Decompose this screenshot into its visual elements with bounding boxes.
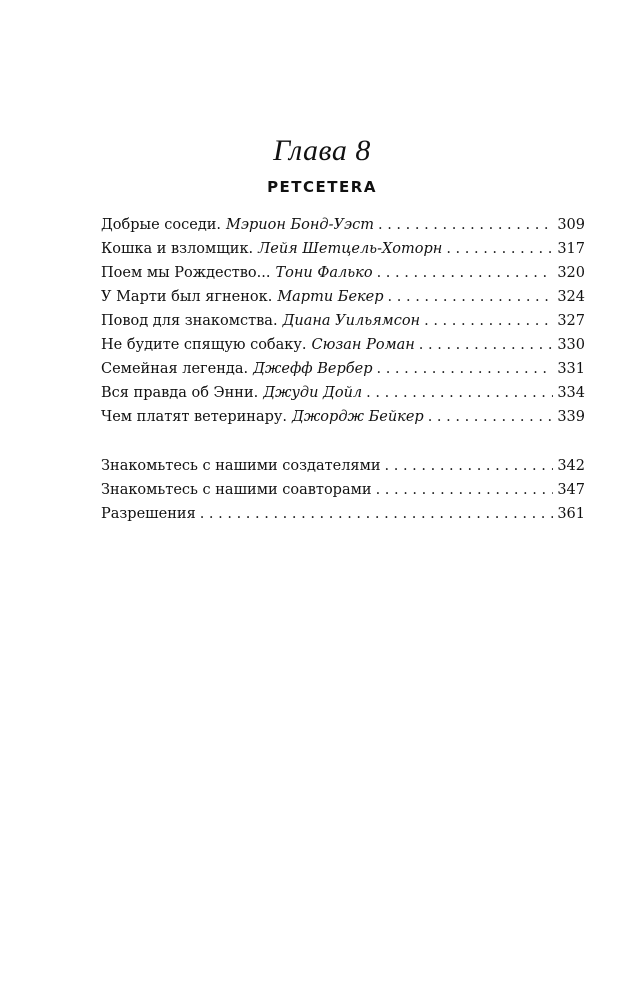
toc-entry-page: 330 [557,337,585,353]
toc-entry-title: Не будите спящую собаку. [101,337,307,353]
toc-entry[interactable] [101,381,585,405]
toc-entry-title: Знакомьтесь с нашими соавторами [101,482,372,498]
dot-leader [385,454,554,478]
chapter-subtitle: PETCETERA [267,178,377,196]
toc-entry-page: 334 [557,385,585,401]
toc-entry-page: 327 [557,313,585,329]
dot-leader [388,285,554,309]
dot-leader [376,478,554,502]
dot-leader [377,261,554,285]
toc-entry[interactable] [101,357,585,381]
toc-entry[interactable] [101,285,585,309]
dot-leader [428,405,554,429]
toc-appendix-entries [101,454,585,526]
toc-entry[interactable] [101,237,585,261]
toc-entry-page: 342 [557,458,585,474]
toc-entry[interactable] [101,405,585,429]
toc-entry-author: Тони Фалько [275,265,373,281]
toc-entry-author: Сюзан Роман [311,337,415,353]
toc-entry-page: 361 [557,506,585,522]
toc-entry-page: 339 [557,409,585,425]
toc-entry-author: Диана Уильямсон [282,313,421,329]
toc-entry-author: Марти Бекер [277,289,384,305]
toc-entry-author: Джордж Бейкер [292,409,424,425]
toc-appendix-entry[interactable] [101,478,585,502]
toc-entry-page: 320 [557,265,585,281]
toc-entry[interactable] [101,261,585,285]
toc-entry-title: Разрешения [101,506,196,522]
toc-appendix-entry[interactable] [101,454,585,478]
dot-leader [446,237,553,261]
toc-entry-page: 317 [557,241,585,257]
toc-chapter-entries [101,213,585,429]
toc-appendix-entry[interactable] [101,502,585,526]
toc-entry-author: Джефф Вербер [253,361,373,377]
toc-entry-title: Чем платят ветеринару. [101,409,288,425]
toc-entry-title: Вся правда об Энни. [101,385,259,401]
toc-entry-page: 324 [557,289,585,305]
dot-leader [200,502,554,526]
toc-entry-author: Джуди Дойл [263,385,363,401]
toc-entry-title: Поем мы Рождество... [101,265,271,281]
toc-entry-author: Лейя Шетцель-Хоторн [258,241,443,257]
dot-leader [378,213,553,237]
toc-entry-author: Мэрион Бонд-Уэст [226,217,374,233]
toc-entry[interactable] [101,213,585,237]
toc-entry-title: Кошка и взломщик. [101,241,254,257]
toc-entry[interactable] [101,309,585,333]
toc-entry[interactable] [101,333,585,357]
toc-entry-title: Знакомьтесь с нашими создателями [101,458,381,474]
dot-leader [366,381,553,405]
dot-leader [419,333,554,357]
toc-entry-page: 331 [557,361,585,377]
toc-entry-page: 347 [557,482,585,498]
toc-entry-page: 309 [557,217,585,233]
dot-leader [424,309,553,333]
toc-entry-title: Добрые соседи. [101,217,222,233]
toc-entry-title: У Марти был ягненок. [101,289,273,305]
toc-entry-title: Повод для знакомства. [101,313,278,329]
toc-entry-title: Семейная легенда. [101,361,249,377]
dot-leader [377,357,554,381]
chapter-heading: Глава 8 [273,134,371,167]
